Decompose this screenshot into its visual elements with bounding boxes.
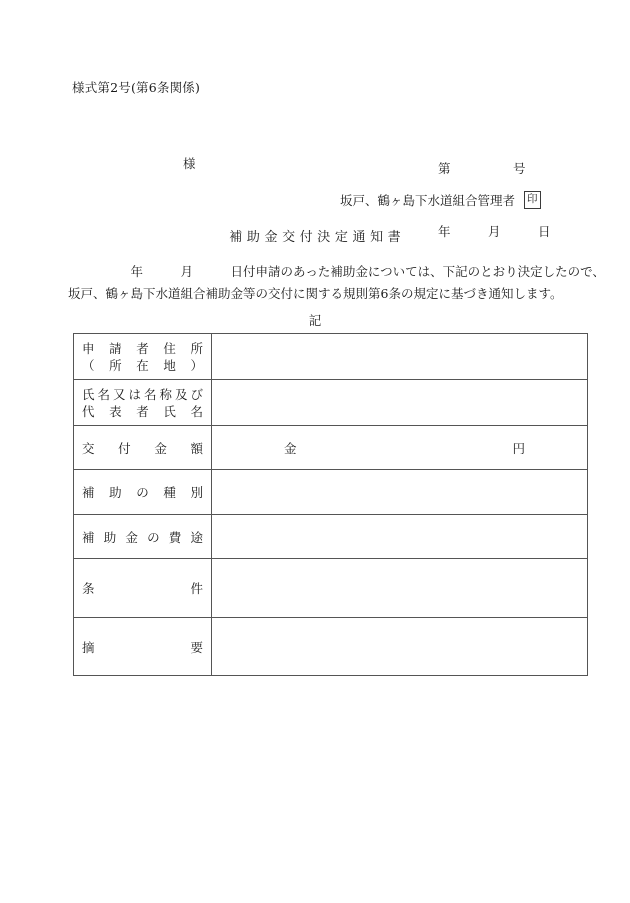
amount-currency-prefix: 金	[284, 440, 297, 456]
row-value-applicant-name[interactable]	[212, 380, 588, 426]
row-label-line-1: 氏名又は名称及び	[82, 386, 203, 402]
issuer-line	[340, 191, 541, 209]
row-value-grant-amount[interactable]	[212, 426, 588, 470]
row-label-line-1: 摘要	[82, 639, 203, 655]
table-row	[74, 380, 588, 426]
row-value-remarks[interactable]	[212, 618, 588, 676]
seal-stamp-icon: 印	[524, 191, 541, 209]
row-label-applicant-name	[74, 380, 212, 426]
row-label-line-1: 補助金の費途	[82, 529, 203, 545]
row-label-line-1: 補助の種別	[82, 485, 203, 500]
issuer-name: 坂戸、鶴ヶ島下水道組合管理者	[340, 193, 516, 208]
row-label-line-1: 交付金額	[82, 440, 203, 456]
document-title: 補助金交付決定通知書	[229, 230, 406, 245]
table-row	[74, 334, 588, 380]
body-line-1: 年 月 日付申請のあった補助金については、下記のとおり決定したので、	[68, 264, 605, 279]
row-value-subsidy-type[interactable]	[212, 470, 588, 515]
table-row	[74, 618, 588, 676]
decision-details-table	[73, 333, 588, 676]
form-number: 様式第2号(第6条関係)	[72, 80, 201, 95]
row-value-applicant-address[interactable]	[212, 334, 588, 380]
row-label-line-2: 代表者氏名	[82, 403, 203, 419]
row-label-line-2: （所在地）	[82, 357, 203, 373]
row-label-conditions	[74, 559, 212, 618]
row-label-line-1: 申請者住所	[82, 340, 203, 356]
row-label-subsidy-purpose	[74, 515, 212, 559]
table-row	[74, 515, 588, 559]
row-value-subsidy-purpose[interactable]	[212, 515, 588, 559]
amount-currency-unit: 円	[512, 440, 525, 456]
row-label-subsidy-type	[74, 470, 212, 515]
body-paragraph	[68, 261, 605, 305]
table-row	[74, 559, 588, 618]
row-label-line-1: 条件	[82, 581, 203, 596]
row-label-remarks	[74, 618, 212, 676]
table-row	[74, 426, 588, 470]
row-value-conditions[interactable]	[212, 559, 588, 618]
row-label-grant-amount	[74, 426, 212, 470]
row-label-applicant-address	[74, 334, 212, 380]
ki-mark: 記	[308, 313, 322, 328]
table-row	[74, 470, 588, 515]
document-date-line: 年 月 日	[438, 224, 551, 239]
body-line-2: 坂戸、鶴ヶ島下水道組合補助金等の交付に関する規則第6条の規定に基づき通知します。	[68, 286, 563, 301]
addressee-line: 様	[183, 156, 196, 171]
document-number-line: 第 号	[438, 161, 526, 176]
